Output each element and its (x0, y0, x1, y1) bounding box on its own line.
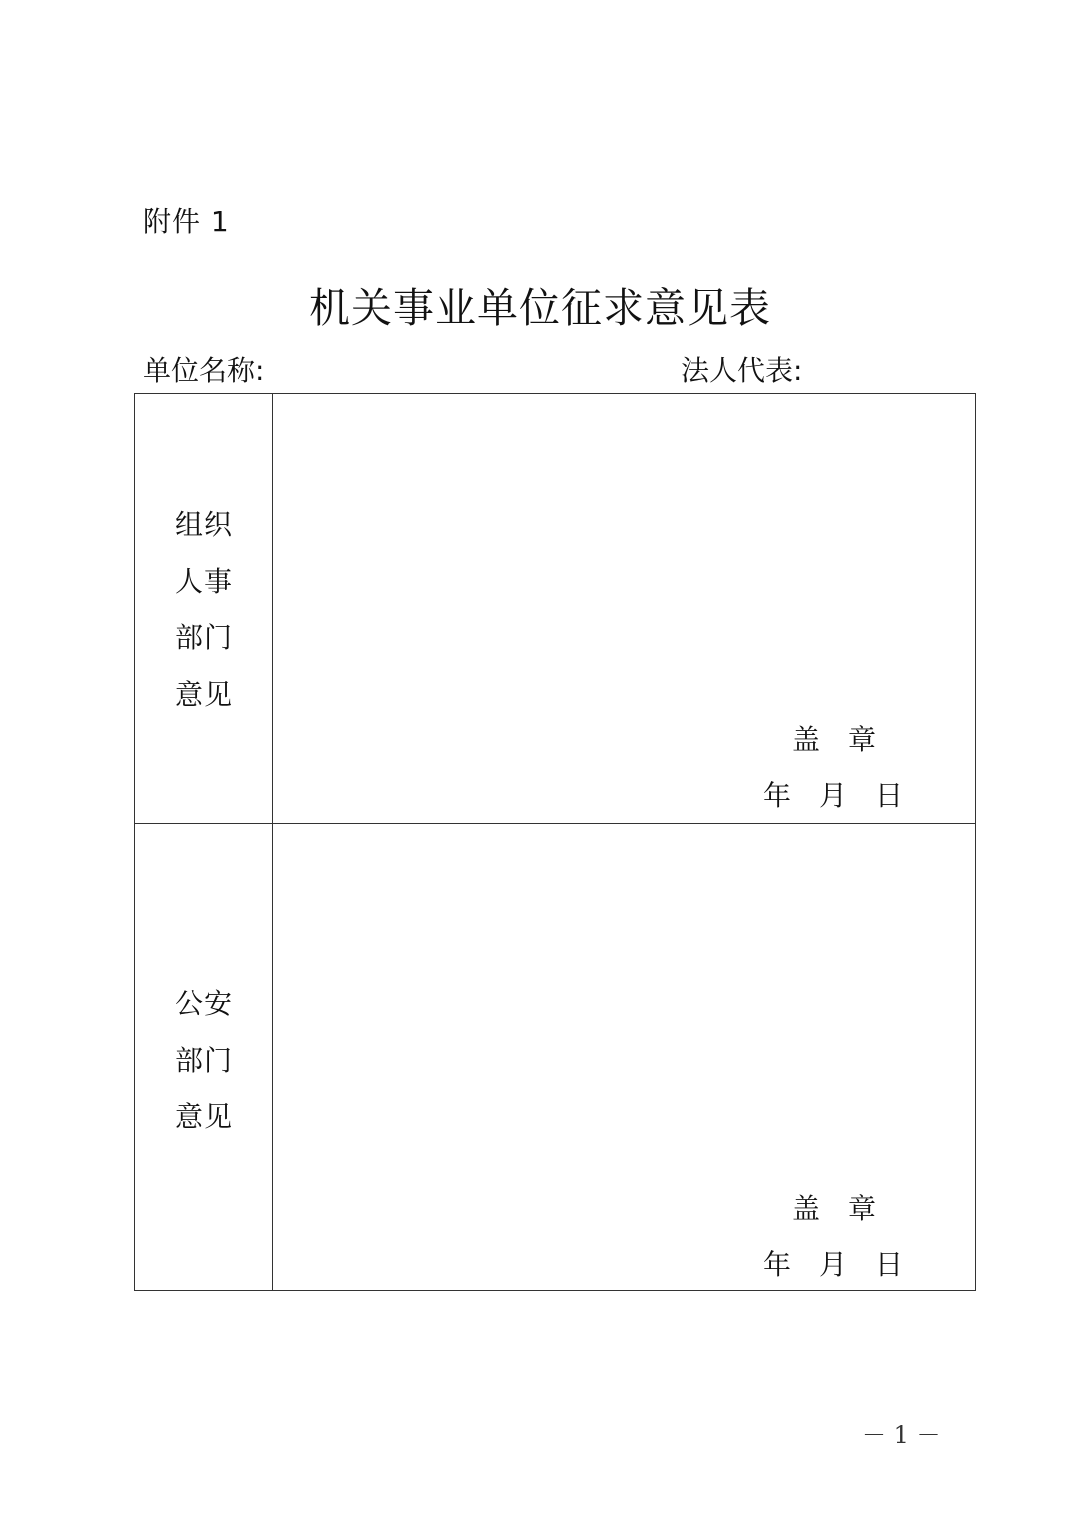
label-line: 部门 (175, 621, 234, 654)
date-label: 年 月 日 (763, 779, 904, 812)
page-number: － 1 － (862, 1421, 941, 1449)
label-line: 意见 (175, 677, 234, 711)
form-title: 机关事业单位征求意见表 (309, 284, 771, 332)
row-label-public-security (175, 976, 233, 1146)
label-line: 公安 (175, 987, 234, 1020)
date-label: 年 月 日 (763, 1248, 904, 1281)
opinion-form-table (134, 393, 976, 1291)
seal-label: 盖 章 (792, 1192, 877, 1225)
row-label-cell (135, 823, 273, 1290)
label-line: 组织 (175, 508, 234, 541)
table-row-organization-personnel (135, 394, 975, 824)
opinion-content-cell[interactable] (273, 823, 975, 1290)
seal-label: 盖 章 (792, 723, 877, 756)
label-line: 意见 (175, 1100, 234, 1133)
table-row-public-security (135, 823, 975, 1290)
legal-rep-label: 法人代表: (681, 354, 803, 387)
label-line: 部门 (175, 1043, 234, 1077)
unit-name-label: 单位名称: (143, 354, 265, 387)
label-line: 人事 (175, 564, 234, 598)
attachment-label: 附件 1 (143, 205, 230, 238)
row-label-organization-personnel (175, 497, 233, 723)
opinion-content-cell[interactable] (273, 394, 975, 823)
row-label-cell (135, 394, 273, 823)
